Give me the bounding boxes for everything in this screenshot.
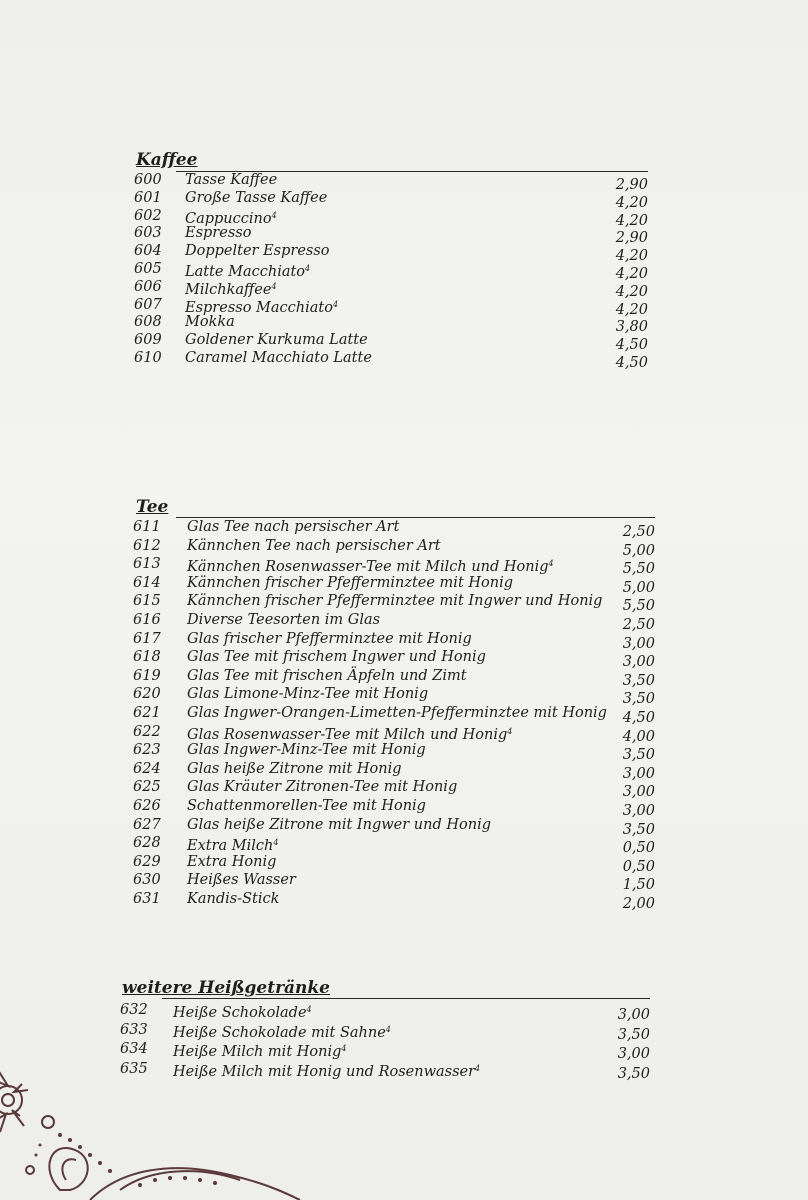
item-price: 3,00: [622, 803, 655, 819]
paisley-ornament: [0, 1040, 320, 1200]
item-price: 4,20: [615, 248, 648, 265]
item-price: 3,00: [622, 765, 655, 782]
item-number: 602: [134, 207, 162, 224]
item-number: 630: [133, 872, 161, 889]
menu-item: [0, 331, 808, 354]
item-name: [187, 592, 602, 610]
item-number: 620: [133, 686, 161, 703]
item-number: 628: [133, 835, 161, 852]
item-number: 616: [133, 612, 161, 628]
item-price: 4,50: [615, 337, 648, 354]
allergen-footnote: 4: [475, 1063, 481, 1073]
item-name-text: Mokka: [185, 314, 235, 331]
item-price: 3,50: [622, 821, 655, 838]
item-price: 3,50: [622, 691, 655, 708]
item-number: 618: [133, 649, 161, 666]
item-number: 622: [133, 723, 161, 740]
item-name-text: Tasse Kaffee: [185, 172, 278, 188]
menu-item: [0, 853, 808, 875]
allergen-footnote: 4: [548, 559, 554, 569]
menu-item: [0, 189, 808, 211]
item-name-text: Glas frischer Pfefferminztee mit Honig: [187, 630, 472, 647]
item-price: 2,00: [622, 896, 655, 912]
menu-item: [0, 797, 808, 819]
item-price: 1,50: [622, 877, 655, 894]
item-price: 3,80: [615, 319, 648, 336]
item-price: 5,50: [622, 598, 655, 615]
item-name: [185, 349, 372, 367]
allergen-footnote: 4: [341, 1044, 347, 1053]
item-name: [185, 189, 327, 207]
item-name-text: Goldener Kurkuma Latte: [185, 332, 368, 349]
item-name-text: Kännchen frischer Pfefferminztee mit Honig: [187, 574, 514, 591]
item-name: [185, 242, 330, 260]
item-price: 4,20: [615, 212, 648, 229]
section-title: Tee: [136, 497, 169, 517]
section-title: Kaffee: [136, 150, 198, 170]
menu-item: [0, 1021, 808, 1043]
item-number: 624: [133, 760, 161, 777]
item-price: 3,50: [622, 672, 655, 689]
item-number: 626: [133, 798, 161, 814]
item-name-text: Cappuccino: [185, 210, 272, 227]
menu-item: [0, 630, 808, 652]
item-name: [187, 816, 491, 834]
item-number: 633: [120, 1021, 148, 1038]
item-price: 4,20: [615, 266, 648, 282]
item-number: 607: [134, 296, 162, 313]
item-price: 0,50: [622, 840, 655, 857]
menu-item: [0, 574, 808, 596]
item-name-text: Glas Tee mit frischem Ingwer und Honig: [187, 649, 486, 666]
item-number: 632: [120, 1002, 148, 1018]
item-name: [187, 648, 486, 666]
menu-item: [0, 224, 808, 247]
menu-item: [0, 537, 808, 559]
item-price: 2,90: [615, 230, 648, 247]
menu-item: [0, 723, 808, 745]
item-number: 634: [120, 1041, 148, 1057]
menu-item: [0, 260, 808, 282]
item-price: 3,00: [617, 1046, 650, 1062]
item-name-text: Extra Milch: [187, 838, 274, 855]
section-divider: [162, 998, 650, 999]
menu-item: [0, 349, 808, 371]
item-name: [185, 331, 368, 349]
menu-item: [0, 704, 808, 726]
item-number: 613: [133, 556, 161, 573]
item-name-text: Glas heiße Zitrone mit Ingwer und Honig: [187, 816, 491, 833]
menu-item: [0, 834, 808, 857]
item-name-text: Espresso Macchiato: [185, 299, 333, 316]
menu-item: [0, 518, 808, 540]
item-price: 5,00: [622, 579, 655, 596]
item-price: 4,50: [622, 710, 655, 726]
item-price: 2,50: [622, 617, 655, 633]
item-name-text: Schattenmorellen-Tee mit Honig: [187, 798, 426, 814]
item-number: 629: [133, 853, 161, 870]
item-name: [173, 1001, 312, 1022]
item-name-text: Heiße Milch mit Honig: [173, 1044, 342, 1060]
item-name-text: Glas heiße Zitrone mit Honig: [187, 760, 402, 777]
item-price: 4,20: [615, 283, 648, 300]
allergen-footnote: 4: [271, 210, 277, 220]
menu-item: [0, 611, 808, 633]
menu-item: [0, 592, 808, 615]
item-name-text: Heißes Wasser: [187, 872, 296, 889]
item-price: 3,50: [617, 1065, 650, 1082]
item-name: [187, 667, 467, 685]
menu-item: [0, 171, 808, 193]
allergen-footnote: 4: [332, 299, 339, 309]
item-price: 3,50: [622, 747, 655, 764]
item-number: 619: [133, 667, 161, 684]
item-number: 631: [133, 891, 161, 907]
item-name: [185, 224, 251, 242]
allergen-footnote: 4: [305, 264, 311, 273]
item-number: 621: [133, 705, 161, 721]
allergen-footnote: 4: [273, 838, 279, 848]
item-name: [187, 685, 428, 703]
allergen-footnote: 4: [385, 1024, 391, 1034]
menu-item: [0, 760, 808, 782]
item-name-text: Heiße Schokolade: [173, 1005, 307, 1021]
item-name-text: Glas Ingwer-Orangen-Limetten-Pfefferminztee mit Honig: [187, 705, 607, 721]
item-price: 3,00: [617, 1007, 650, 1023]
item-number: 614: [133, 574, 161, 591]
menu-item: [0, 741, 808, 764]
item-price: 3,00: [622, 654, 655, 671]
item-name-text: Latte Macchiato: [185, 264, 306, 280]
menu-item: [0, 296, 808, 318]
item-number: 604: [134, 243, 162, 260]
item-name: [187, 890, 279, 908]
item-name-text: Glas Ingwer-Minz-Tee mit Honig: [187, 742, 426, 759]
item-name-text: Glas Tee mit frischen Äpfeln und Zimt: [187, 667, 467, 684]
item-name-text: Kandis-Stick: [187, 891, 280, 907]
item-name: [187, 704, 607, 722]
item-price: 3,00: [622, 635, 655, 652]
item-name-text: Große Tasse Kaffee: [185, 189, 328, 206]
item-number: 609: [134, 332, 162, 349]
item-name-text: Espresso: [185, 225, 252, 242]
menu-item: [0, 313, 808, 336]
item-number: 615: [133, 593, 161, 610]
item-number: 612: [133, 537, 161, 554]
item-number: 601: [134, 189, 162, 206]
item-price: 4,00: [622, 728, 655, 745]
menu-item: [0, 242, 808, 265]
item-price: 5,00: [622, 542, 655, 559]
item-price: 3,00: [622, 784, 655, 801]
item-name: [187, 611, 380, 629]
allergen-footnote: 4: [271, 281, 277, 291]
item-name: [187, 518, 399, 536]
item-price: 4,50: [615, 355, 648, 371]
menu-item: [0, 871, 808, 894]
item-name-text: Doppelter Espresso: [185, 243, 330, 260]
item-name: [187, 778, 457, 796]
item-price: 4,20: [615, 194, 648, 211]
item-number: 600: [134, 172, 162, 188]
item-price: 3,50: [617, 1026, 650, 1043]
item-name-text: Milchkaffee: [185, 281, 272, 298]
item-name-text: Glas Limone-Minz-Tee mit Honig: [187, 686, 429, 703]
item-name-text: Glas Rosenwasser-Tee mit Milch und Honig: [187, 726, 508, 743]
item-name-text: Heiße Milch mit Honig und Rosenwasser: [173, 1063, 476, 1080]
item-number: 610: [134, 350, 162, 366]
item-number: 623: [133, 742, 161, 759]
menu-item: [0, 278, 808, 300]
item-name-text: Glas Tee nach persischer Art: [187, 519, 400, 535]
menu-item: [0, 648, 808, 671]
item-name: [187, 853, 276, 871]
menu-item: [0, 555, 808, 578]
item-name: [187, 797, 426, 815]
item-name: [187, 574, 513, 592]
item-number: 611: [133, 519, 161, 535]
section-title: weitere Heißgetränke: [122, 978, 331, 998]
item-name: [187, 760, 402, 778]
item-price: 0,50: [622, 858, 655, 875]
item-name: [187, 630, 472, 648]
item-name-text: Caramel Macchiato Latte: [185, 350, 372, 366]
item-name-text: Heiße Schokolade mit Sahne: [173, 1024, 386, 1041]
item-number: 603: [134, 225, 162, 242]
menu-item: [0, 778, 808, 801]
menu-item: [0, 890, 808, 912]
item-number: 635: [120, 1060, 148, 1077]
item-name: [187, 741, 426, 759]
menu-item: [0, 667, 808, 689]
menu-item: [0, 1001, 808, 1023]
allergen-footnote: 4: [507, 726, 513, 736]
item-name: [187, 537, 441, 555]
item-number: 606: [134, 278, 162, 295]
menu-item: [0, 685, 808, 708]
item-name: [185, 171, 277, 189]
item-name-text: Diverse Teesorten im Glas: [187, 612, 381, 628]
item-number: 625: [133, 779, 161, 796]
item-name-text: Kännchen Rosenwasser-Tee mit Milch und Honig: [187, 559, 549, 576]
menu-item: [0, 816, 808, 838]
item-price: 4,20: [615, 301, 648, 318]
item-name: [187, 871, 296, 889]
menu-item: [0, 207, 808, 229]
item-number: 608: [134, 314, 162, 331]
item-name-text: Extra Honig: [187, 853, 277, 870]
item-price: 2,90: [615, 177, 648, 193]
item-price: 5,50: [622, 561, 655, 578]
item-price: 2,50: [622, 524, 655, 540]
allergen-footnote: 4: [306, 1005, 312, 1014]
item-name-text: Kännchen Tee nach persischer Art: [187, 537, 441, 554]
item-name-text: Glas Kräuter Zitronen-Tee mit Honig: [187, 779, 458, 796]
item-name: [173, 1021, 391, 1042]
item-number: 605: [134, 261, 162, 277]
item-name: [185, 313, 235, 331]
item-number: 617: [133, 630, 161, 647]
item-name-text: Kännchen frischer Pfefferminztee mit Ingwer und Honig: [187, 593, 603, 610]
item-number: 627: [133, 816, 161, 833]
